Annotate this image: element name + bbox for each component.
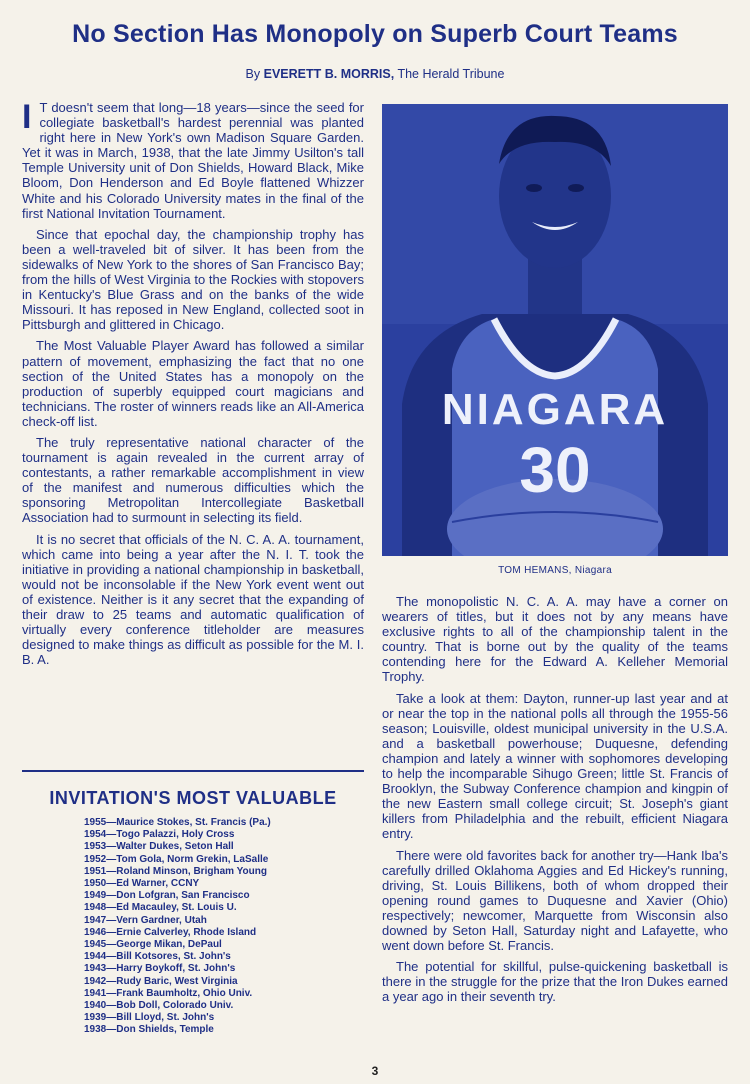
- photo-caption: TOM HEMANS, Niagara: [498, 565, 612, 576]
- mvp-entry: 1952—Tom Gola, Norm Grekin, LaSalle: [84, 853, 269, 865]
- mvp-entry: 1940—Bob Doll, Colorado Univ.: [84, 1000, 234, 1012]
- jersey-number: 30: [519, 434, 591, 506]
- player-photo: [382, 104, 728, 556]
- mvp-entry: 1942—Rudy Baric, West Virginia: [84, 975, 238, 987]
- mvp-list: [84, 817, 271, 1037]
- left-paragraph: The truly representative national character of the tournament is again revealed in the current array of contestants, a rather remarkable accomplishment in view of the manifest and numerous difficulties which the sponsoring Metropolitan Intercollegiate Basketball Association had to surmount in selecting its field.: [22, 434, 364, 526]
- mvp-entry: 1946—Ernie Calverley, Rhode Island: [84, 926, 257, 938]
- mvp-entry: 1943—Harry Boykoff, St. John's: [84, 963, 236, 975]
- mvp-entry: 1938—Don Shields, Temple: [84, 1024, 214, 1036]
- mvp-entry: 1954—Togo Palazzi, Holy Cross: [84, 829, 235, 841]
- byline-paper: The Herald Tribune: [397, 67, 505, 81]
- section-divider: [22, 770, 364, 772]
- right-column: [382, 594, 728, 1010]
- article-title: No Section Has Monopoly on Superb Court Teams: [72, 20, 678, 48]
- right-paragraph: There were old favorites back for another try—Hank Iba's carefully drilled Oklahoma Aggies and Ed Hickey's running, driving, St. Louis Billikens, both of whom dropped their opening round games to Duquesne and Xavier (Ohio) respectively; newcomer, Marquette from Wisconsin also downed by Seton Hall, Saturday night and Lafayette, who went down before St. Francis.: [382, 847, 728, 954]
- left-paragraph: [22, 100, 364, 221]
- page-number: 3: [371, 1064, 379, 1078]
- mvp-entry: 1947—Vern Gardner, Utah: [84, 914, 207, 926]
- mvp-entry: 1955—Maurice Stokes, St. Francis (Pa.): [84, 817, 271, 828]
- left-paragraph: The Most Valuable Player Award has followed a similar pattern of movement, emphasizing the fact that no one section of the United States has a monopoly on the production of superbly equipped court magicians and technicians. The roster of winners reads like an All-America check-off list.: [22, 338, 364, 429]
- jersey-text: NIAGARA: [441, 385, 669, 434]
- player-illustration: [382, 104, 728, 556]
- mvp-heading: INVITATION'S MOST VALUABLE: [49, 788, 337, 808]
- mvp-entry: 1950—Ed Warner, CCNY: [84, 878, 200, 890]
- byline-prefix: By: [245, 67, 261, 81]
- right-paragraph: The monopolistic N. C. A. A. may have a corner on wearers of titles, but it does not by any means have exclusive rights to all of the championship talent in the country. That is borne out by the quality of the teams contending here for the Edward A. Kelleher Memorial Trophy.: [382, 594, 728, 685]
- mvp-entry: 1949—Don Lofgran, San Francisco: [84, 890, 250, 902]
- mvp-entry: 1951—Roland Minson, Brigham Young: [84, 865, 267, 877]
- byline: [0, 67, 750, 81]
- mvp-entry: 1953—Walter Dukes, Seton Hall: [84, 841, 234, 853]
- mvp-entry: 1948—Ed Macauley, St. Louis U.: [84, 902, 237, 914]
- right-paragraph: Take a look at them: Dayton, runner-up last year and at or near the top in the national polls all through the 1955-56 season; Louisville, oldest municipal university in the U.S.A. and a basketball powerhouse; Duquesne, defending champion and lately a winner with sophomores developing to help the incomparable Sihugo Green; little St. Francis of Brooklyn, the Subway Conference champion and kingpin of the new Eastern small college circuit; St. Joseph's giant killers from Philadelphia and the rebuilt, efficient Niagara entry.: [382, 690, 728, 842]
- left-paragraph: Since that epochal day, the championship trophy has been a well-traveled bit of silver. It has been from the sidewalks of New York to the shores of San Francisco Bay; from the hills of West Virginia to the Rockies with stopovers in Kentucky's Blue Grass and on the banks of the wide Missouri. It has reposed in New England, collected soot in Pittsburgh and glittered in Chicago.: [22, 226, 364, 333]
- mvp-entry: 1944—Bill Kotsores, St. John's: [84, 951, 231, 963]
- right-paragraph: The potential for skillful, pulse-quickening basketball is there in the struggle for the prize that the Iron Dukes earned a year ago in their seventh try.: [382, 959, 728, 1005]
- byline-author: EVERETT B. MORRIS,: [263, 67, 395, 81]
- mvp-entry: 1945—George Mikan, DePaul: [84, 939, 222, 951]
- left-column: [22, 100, 364, 673]
- left-paragraph-text: T doesn't seem that long—18 years—since the seed for collegiate basketball's hardest perennial was planted right here in New York's own Madison Square Garden. Yet it was in March, 1938, that the late Jimmy Usilton's tall Temple University unit of Don Shields, Howard Black, Mike Bloom, Don Henderson and Ed Boyle flattened Whizzer White and his Colorado University mates in the final of the first National Invitation Tournament.: [22, 100, 364, 221]
- mvp-entry: 1939—Bill Lloyd, St. John's: [84, 1012, 215, 1024]
- left-paragraph: It is no secret that officials of the N. C. A. A. tournament, which came into being a year after the N. I. T. took the initiative in providing a national championship in basketball, would not be inconsolable if the New York event went out of existence. Neither is it any secret that the expanding of their draw to 25 teams and automatic qualification of virtually every conference titleholder are measures designed to make things as difficult as possible for the M. I. B. A.: [22, 531, 364, 668]
- mvp-entry: 1941—Frank Baumholtz, Ohio Univ.: [84, 987, 253, 999]
- drop-cap: I: [22, 98, 32, 136]
